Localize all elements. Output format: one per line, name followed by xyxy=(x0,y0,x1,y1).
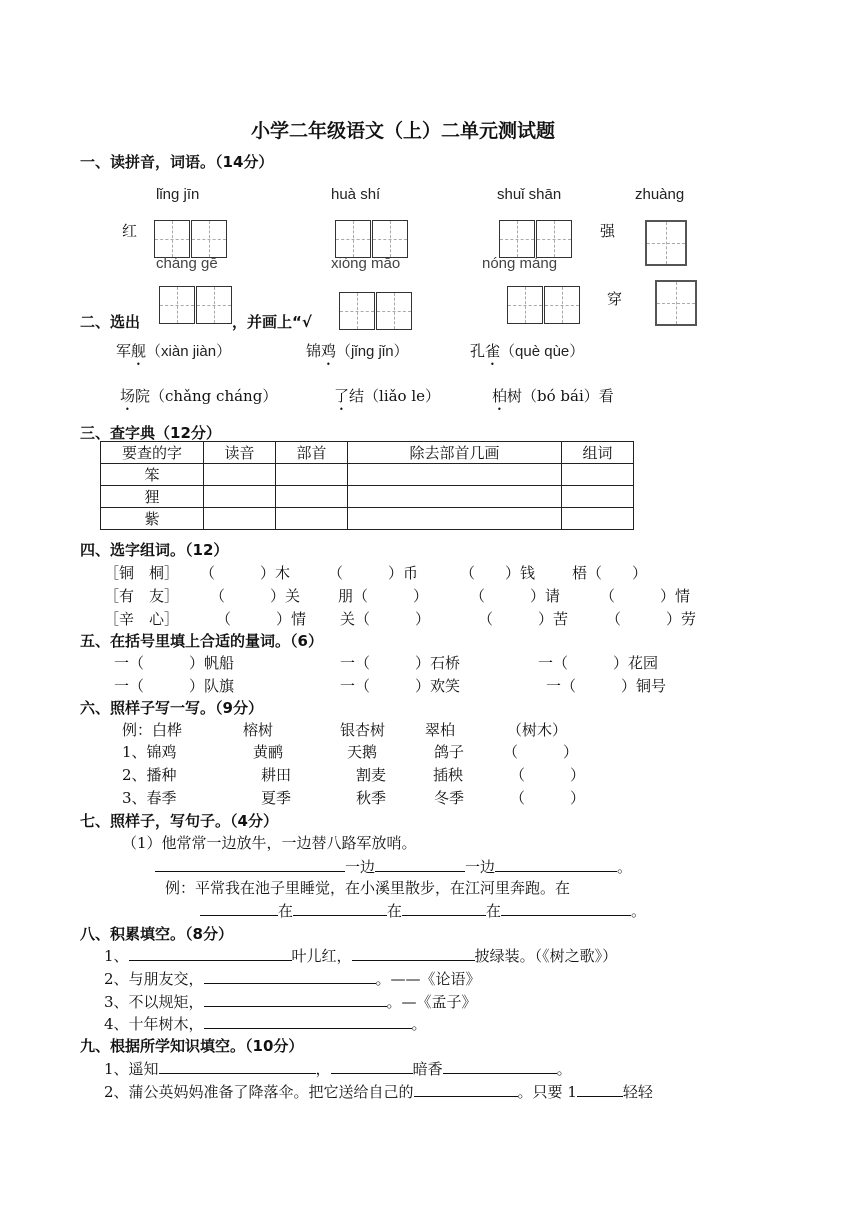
pinyin-5: cháng gē xyxy=(156,255,218,272)
table-header: 组词 xyxy=(562,442,634,464)
fill-sentence: 1、遥知 ， 暗香 。 xyxy=(104,1060,572,1078)
fill-sentence: 在 在 在 。 xyxy=(200,900,646,921)
word-item: （ ） xyxy=(503,743,579,761)
pinyin-3: shuǐ shān xyxy=(497,186,562,203)
pinyin-7: nóng máng xyxy=(482,255,558,272)
fill-sentence: 2、蒲公英妈妈准备了降落伞。把它送给自己的 。只要 1 轻轻 xyxy=(104,1083,653,1101)
answer-blank[interactable] xyxy=(495,856,617,872)
table-row xyxy=(101,508,634,530)
table-cell: 紫 xyxy=(101,508,204,530)
fill-item: （ ）关 xyxy=(210,587,301,605)
fill-item: 一（ ）队旗 xyxy=(114,677,235,695)
writing-box[interactable] xyxy=(372,220,408,258)
writing-box[interactable] xyxy=(499,220,535,258)
answer-blank[interactable] xyxy=(155,856,345,872)
answer-cell[interactable] xyxy=(276,464,348,486)
fill-sentence: 1、 叶儿红， 披绿装。（《树之歌》） xyxy=(104,947,618,965)
choice-label: ［有 友］ xyxy=(104,587,180,605)
answer-blank[interactable] xyxy=(204,968,376,984)
word-item: 割麦 xyxy=(356,766,387,784)
fill-item: 梧（ ） xyxy=(572,564,648,582)
table-header: 读音 xyxy=(204,442,276,464)
writing-box[interactable] xyxy=(154,220,190,258)
answer-cell[interactable] xyxy=(348,486,562,508)
writing-box[interactable] xyxy=(196,286,232,324)
answer-cell[interactable] xyxy=(276,508,348,530)
table-row xyxy=(101,464,634,486)
table-row xyxy=(101,486,634,508)
answer-cell[interactable] xyxy=(562,508,634,530)
word-item: 秋季 xyxy=(356,789,387,807)
pinyin-choice: 军舰（xiàn jiàn） xyxy=(116,342,232,360)
writing-box[interactable] xyxy=(655,280,697,326)
question-text: （1）他常常一边放牛，一边替八路军放哨。 xyxy=(122,834,417,852)
section-8-heading: 八、积累填空。（8分） xyxy=(80,925,233,943)
fill-item: （ ）木 xyxy=(200,564,291,582)
pinyin-choice: 柏树（bó bái）看 xyxy=(492,387,614,405)
answer-blank[interactable] xyxy=(501,900,631,916)
writing-box[interactable] xyxy=(645,220,687,266)
answer-blank[interactable] xyxy=(159,1058,316,1074)
answer-blank[interactable] xyxy=(577,1081,623,1097)
word-item: 2、播种 xyxy=(122,766,177,784)
fill-item: 朋（ ） xyxy=(338,587,429,605)
answer-blank[interactable] xyxy=(200,900,278,916)
answer-blank[interactable] xyxy=(331,1058,413,1074)
pinyin-choice: 了结（liǎo le） xyxy=(334,387,441,405)
word-item: 耕田 xyxy=(261,766,292,784)
word-item: 榕树 xyxy=(243,721,274,739)
example-text: 例：平常我在池子里睡觉，在小溪里散步，在江河里奔跑。在 xyxy=(165,879,571,897)
fill-item: （ ）情 xyxy=(216,610,307,628)
word-item: 夏季 xyxy=(261,789,292,807)
writing-box[interactable] xyxy=(335,220,371,258)
writing-box[interactable] xyxy=(536,220,572,258)
word-item: （树木） xyxy=(507,721,568,739)
char-hong: 红 xyxy=(122,222,138,240)
answer-cell[interactable] xyxy=(348,464,562,486)
table-header: 要查的字 xyxy=(101,442,204,464)
choice-label: ［辛 心］ xyxy=(104,610,180,628)
dictionary-table xyxy=(100,441,634,530)
writing-box[interactable] xyxy=(159,286,195,324)
char-qiang: 强 xyxy=(600,222,616,240)
answer-blank[interactable] xyxy=(293,900,387,916)
answer-cell[interactable] xyxy=(562,464,634,486)
pinyin-choice: 锦鸡（jǐng jǐn） xyxy=(306,342,409,360)
choice-label: ［铜 桐］ xyxy=(104,564,180,582)
section-7-heading: 七、照样子，写句子。（4分） xyxy=(80,812,278,830)
word-item: 例：白桦 xyxy=(122,721,183,739)
section-2-heading-a: 二、选出 xyxy=(80,313,141,331)
answer-cell[interactable] xyxy=(204,464,276,486)
writing-box[interactable] xyxy=(339,292,375,330)
table-cell: 笨 xyxy=(101,464,204,486)
answer-cell[interactable] xyxy=(562,486,634,508)
word-item: 3、春季 xyxy=(122,789,177,807)
section-4-heading: 四、选字组词。（12） xyxy=(80,541,229,559)
pinyin-choice: 孔雀（què qùe） xyxy=(470,342,585,360)
fill-item: 关（ ） xyxy=(340,610,431,628)
writing-box[interactable] xyxy=(544,286,580,324)
word-item: 1、锦鸡 xyxy=(122,743,177,761)
fill-item: 一（ ）铜号 xyxy=(546,677,667,695)
section-1-heading: 一、读拼音，词语。（14分） xyxy=(80,153,274,171)
fill-item: 一（ ）花园 xyxy=(538,654,659,672)
fill-item: （ ）钱 xyxy=(460,564,536,582)
word-item: 银杏树 xyxy=(340,721,386,739)
section-9-heading: 九、根据所学知识填空。（10分） xyxy=(80,1037,304,1055)
answer-blank[interactable] xyxy=(204,991,387,1007)
writing-box[interactable] xyxy=(191,220,227,258)
pinyin-2: huà shí xyxy=(331,186,381,203)
writing-box[interactable] xyxy=(507,286,543,324)
answer-blank[interactable] xyxy=(443,1058,557,1074)
answer-cell[interactable] xyxy=(204,486,276,508)
fill-sentence: 3、不以规矩， 。—《孟子》 xyxy=(104,993,477,1011)
fill-item: 一（ ）帆船 xyxy=(114,654,235,672)
pinyin-1: lǐng jīn xyxy=(156,186,200,203)
word-item: 插秧 xyxy=(433,766,464,784)
table-header: 除去部首几画 xyxy=(348,442,562,464)
fill-sentence: 2、与朋友交， 。——《论语》 xyxy=(104,970,481,988)
answer-blank[interactable] xyxy=(204,1013,412,1029)
writing-box[interactable] xyxy=(376,292,412,330)
answer-cell[interactable] xyxy=(204,508,276,530)
fill-item: 一（ ）欢笑 xyxy=(340,677,461,695)
word-item: 翠柏 xyxy=(425,721,456,739)
fill-item: 一（ ）石桥 xyxy=(340,654,461,672)
answer-blank[interactable] xyxy=(375,856,465,872)
word-item: 鸽子 xyxy=(434,743,465,761)
char-chuan: 穿 xyxy=(607,290,623,308)
fill-item: （ ）劳 xyxy=(606,610,697,628)
word-item: （ ） xyxy=(510,766,586,784)
fill-item: （ ）币 xyxy=(328,564,419,582)
pinyin-6: xióng māo xyxy=(331,255,401,272)
word-item: 天鹅 xyxy=(347,743,378,761)
fill-sentence: 一边 一边 。 xyxy=(155,856,632,877)
word-item: 黄鹂 xyxy=(253,743,284,761)
answer-blank[interactable] xyxy=(129,945,292,961)
answer-blank[interactable] xyxy=(402,900,486,916)
pinyin-4: zhuàng xyxy=(635,186,685,203)
fill-item: （ ）苦 xyxy=(478,610,569,628)
section-3-heading: 三、查字典（12分） xyxy=(80,424,221,442)
table-cell: 狸 xyxy=(101,486,204,508)
answer-cell[interactable] xyxy=(348,508,562,530)
section-5-heading: 五、在括号里填上合适的量词。（6） xyxy=(80,632,323,650)
section-2-heading-b: ，并画上“√ xyxy=(232,313,312,331)
table-header: 部首 xyxy=(276,442,348,464)
fill-item: （ ）情 xyxy=(600,587,691,605)
answer-blank[interactable] xyxy=(352,945,475,961)
section-6-heading: 六、照样子写一写。（9分） xyxy=(80,699,263,717)
answer-blank[interactable] xyxy=(414,1081,518,1097)
page-title: 小学二年级语文（上）二单元测试题 xyxy=(251,120,556,142)
fill-item: （ ）请 xyxy=(470,587,561,605)
fill-sentence: 4、十年树木， 。 xyxy=(104,1015,427,1033)
word-item: 冬季 xyxy=(434,789,465,807)
answer-cell[interactable] xyxy=(276,486,348,508)
word-item: （ ） xyxy=(510,789,586,807)
pinyin-choice: 场院（chǎng cháng） xyxy=(120,387,278,405)
